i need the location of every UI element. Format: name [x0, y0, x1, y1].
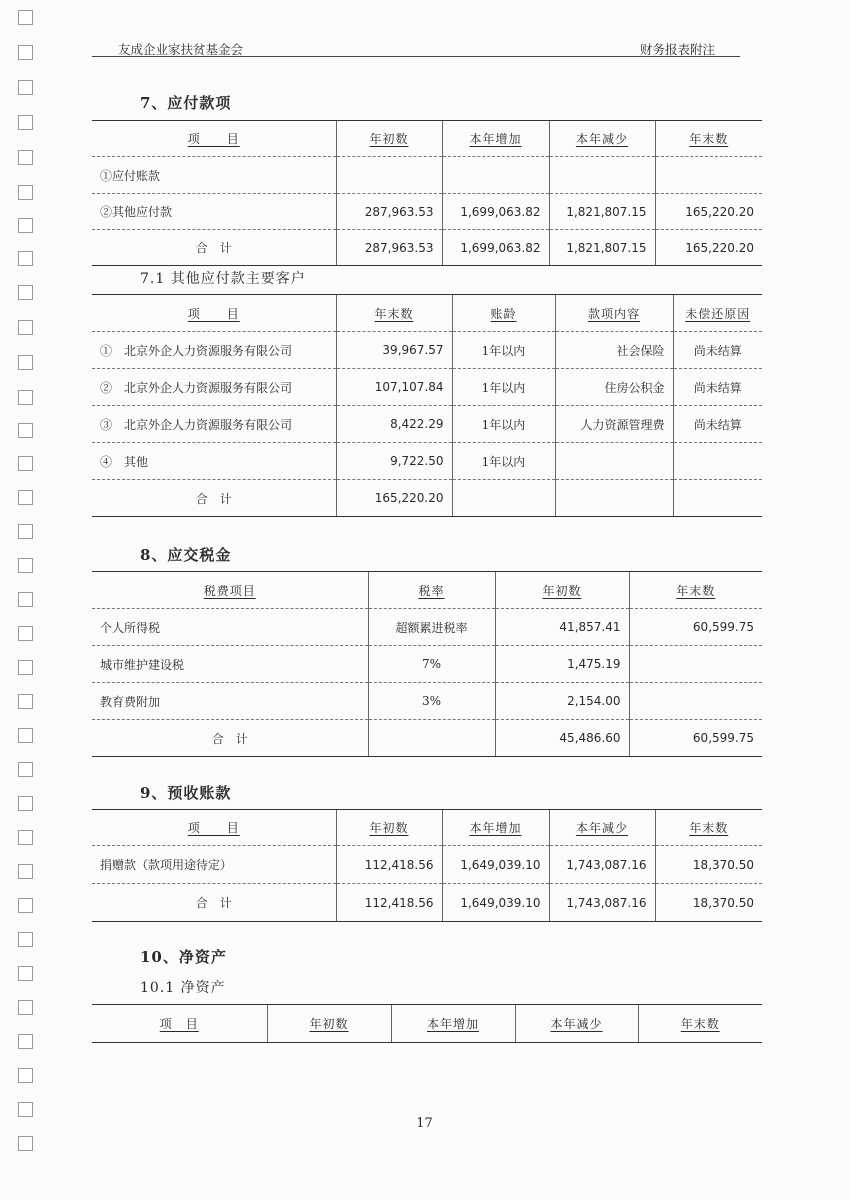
total-row: [92, 230, 762, 266]
cell-opening: 112,418.56: [336, 846, 442, 884]
col-header-opening: 年初数: [495, 572, 629, 609]
cell-opening: 41,857.41: [495, 609, 629, 646]
total-increase: 1,649,039.10: [442, 884, 549, 922]
binder-hole: [18, 1034, 33, 1049]
binder-hole: [18, 1102, 33, 1117]
total-label: 合 计: [92, 720, 368, 757]
table-header-row: [92, 295, 762, 332]
cell-closing: 60,599.75: [629, 609, 762, 646]
cell-rate: 超额累进税率: [368, 609, 495, 646]
col-header-decrease: 本年减少: [515, 1005, 638, 1043]
row-label: 城市维护建设税: [92, 646, 368, 683]
table-row: [92, 846, 762, 884]
total-decrease: 1,743,087.16: [549, 884, 655, 922]
section-7-title: 7、应付款项: [140, 94, 232, 112]
total-row: [92, 720, 762, 757]
other-payables-customers-table: [92, 294, 762, 517]
table-row: [92, 369, 762, 406]
col-header-closing: 年末数: [638, 1005, 762, 1043]
binder-hole: [18, 251, 33, 266]
cell-closing: 9,722.50: [336, 443, 452, 480]
col-header-tax-item: 税费项目: [92, 572, 368, 609]
table-row: [92, 683, 762, 720]
cell-opening: 2,154.00: [495, 683, 629, 720]
binder-hole: [18, 355, 33, 370]
binder-hole: [18, 762, 33, 777]
binder-hole: [18, 1068, 33, 1083]
total-opening: 45,486.60: [495, 720, 629, 757]
cell-reason: 尚未结算: [673, 406, 762, 443]
cell-aging: 1年以内: [452, 406, 555, 443]
row-label: 教育费附加: [92, 683, 368, 720]
cell-closing: 165,220.20: [655, 194, 762, 230]
cell-rate: 7%: [368, 646, 495, 683]
binder-hole: [18, 80, 33, 95]
binder-hole: [18, 1000, 33, 1015]
col-header-closing: 年末数: [629, 572, 762, 609]
col-header-decrease: 本年减少: [549, 810, 655, 846]
header-rule: [92, 56, 740, 57]
cell-aging: 1年以内: [452, 332, 555, 369]
table-row: [92, 194, 762, 230]
table-row: [92, 443, 762, 480]
col-header-closing: 年末数: [336, 295, 452, 332]
binder-hole: [18, 218, 33, 233]
table-row: [92, 609, 762, 646]
cell-closing: 8,422.29: [336, 406, 452, 443]
binder-hole: [18, 185, 33, 200]
col-header-increase: 本年增加: [391, 1005, 515, 1043]
row-label: 捐赠款（款项用途待定）: [92, 846, 336, 884]
row-label: ④ 其他: [92, 443, 336, 480]
col-header-rate: 税率: [368, 572, 495, 609]
cell-content: 人力资源管理费: [555, 406, 673, 443]
org-name: 友成企业家扶贫基金会: [118, 42, 244, 57]
cell-closing: [629, 683, 762, 720]
binder-hole: [18, 45, 33, 60]
total-increase: 1,699,063.82: [442, 230, 549, 266]
col-header-item: 项 目: [92, 810, 336, 846]
total-closing: 165,220.20: [336, 480, 452, 517]
accounts-payable-table: [92, 120, 762, 266]
binder-hole: [18, 524, 33, 539]
total-aging: [452, 480, 555, 517]
col-header-content: 款项内容: [555, 295, 673, 332]
section-8-title: 8、应交税金: [140, 546, 232, 564]
cell-reason: 尚未结算: [673, 332, 762, 369]
cell-rate: 3%: [368, 683, 495, 720]
col-header-decrease: 本年减少: [549, 121, 655, 157]
row-label: 个人所得税: [92, 609, 368, 646]
table-row: [92, 406, 762, 443]
cell-content: 住房公积金: [555, 369, 673, 406]
col-header-opening: 年初数: [267, 1005, 391, 1043]
col-header-item: 项 目: [92, 1005, 267, 1043]
binder-hole: [18, 423, 33, 438]
advance-receipts-table: [92, 809, 762, 922]
total-label: 合 计: [92, 230, 336, 266]
binder-hole: [18, 660, 33, 675]
col-header-opening: 年初数: [336, 121, 442, 157]
taxes-payable-table: [92, 571, 762, 757]
total-decrease: 1,821,807.15: [549, 230, 655, 266]
cell-closing: 18,370.50: [655, 846, 762, 884]
col-header-increase: 本年增加: [442, 810, 549, 846]
total-row: [92, 884, 762, 922]
cell-increase: 1,649,039.10: [442, 846, 549, 884]
cell-content: 社会保险: [555, 332, 673, 369]
total-closing: 18,370.50: [655, 884, 762, 922]
cell-closing: [629, 646, 762, 683]
total-label: 合 计: [92, 480, 336, 517]
cell-decrease: 1,743,087.16: [549, 846, 655, 884]
cell-reason: [673, 443, 762, 480]
col-header-closing: 年末数: [655, 121, 762, 157]
binder-hole: [18, 864, 33, 879]
total-rate: [368, 720, 495, 757]
row-label: ① 北京外企人力资源服务有限公司: [92, 332, 336, 369]
col-header-closing: 年末数: [655, 810, 762, 846]
col-header-opening: 年初数: [336, 810, 442, 846]
row-label: ②其他应付款: [92, 194, 336, 230]
section-10-title: 10、净资产: [140, 948, 227, 966]
binder-hole: [18, 150, 33, 165]
cell-content: [555, 443, 673, 480]
page-number: 17: [416, 1116, 433, 1131]
col-header-item: 项 目: [92, 295, 336, 332]
cell-opening: [336, 157, 442, 194]
row-label: ③ 北京外企人力资源服务有限公司: [92, 406, 336, 443]
net-assets-table: [92, 1004, 762, 1043]
binder-hole: [18, 490, 33, 505]
table-row: [92, 157, 762, 194]
cell-aging: 1年以内: [452, 369, 555, 406]
total-opening: 287,963.53: [336, 230, 442, 266]
table-header-row: [92, 121, 762, 157]
table-header-row: [92, 1005, 762, 1043]
cell-closing: 39,967.57: [336, 332, 452, 369]
table-row: [92, 646, 762, 683]
total-reason: [673, 480, 762, 517]
binder-hole: [18, 830, 33, 845]
cell-increase: 1,699,063.82: [442, 194, 549, 230]
cell-closing: 107,107.84: [336, 369, 452, 406]
binder-hole: [18, 932, 33, 947]
total-row: [92, 480, 762, 517]
col-header-item: 项 目: [92, 121, 336, 157]
col-header-reason: 未偿还原因: [673, 295, 762, 332]
binder-hole: [18, 592, 33, 607]
report-section-name: 财务报表附注: [639, 42, 715, 57]
binder-hole: [18, 796, 33, 811]
cell-decrease: [549, 157, 655, 194]
binder-hole: [18, 966, 33, 981]
row-label: ①应付账款: [92, 157, 336, 194]
total-closing: 165,220.20: [655, 230, 762, 266]
binder-hole: [18, 320, 33, 335]
cell-closing: [655, 157, 762, 194]
binder-hole: [18, 558, 33, 573]
section-9-title: 9、预收账款: [140, 784, 232, 802]
binder-hole: [18, 285, 33, 300]
col-header-aging: 账龄: [452, 295, 555, 332]
binder-hole: [18, 10, 33, 25]
binder-hole: [18, 456, 33, 471]
total-closing: 60,599.75: [629, 720, 762, 757]
binder-hole: [18, 626, 33, 641]
binder-hole: [18, 694, 33, 709]
row-label: ② 北京外企人力资源服务有限公司: [92, 369, 336, 406]
cell-reason: 尚未结算: [673, 369, 762, 406]
total-opening: 112,418.56: [336, 884, 442, 922]
cell-decrease: 1,821,807.15: [549, 194, 655, 230]
binder-hole: [18, 898, 33, 913]
table-header-row: [92, 572, 762, 609]
table-header-row: [92, 810, 762, 846]
section-10-1-title: 10.1 净资产: [140, 980, 226, 996]
total-content: [555, 480, 673, 517]
cell-aging: 1年以内: [452, 443, 555, 480]
cell-opening: 1,475.19: [495, 646, 629, 683]
binder-hole: [18, 728, 33, 743]
col-header-increase: 本年增加: [442, 121, 549, 157]
binder-hole: [18, 390, 33, 405]
binder-hole: [18, 115, 33, 130]
section-7-1-title: 7.1 其他应付款主要客户: [140, 271, 306, 287]
binder-hole: [18, 1136, 33, 1151]
cell-opening: 287,963.53: [336, 194, 442, 230]
table-row: [92, 332, 762, 369]
cell-increase: [442, 157, 549, 194]
total-label: 合 计: [92, 884, 336, 922]
